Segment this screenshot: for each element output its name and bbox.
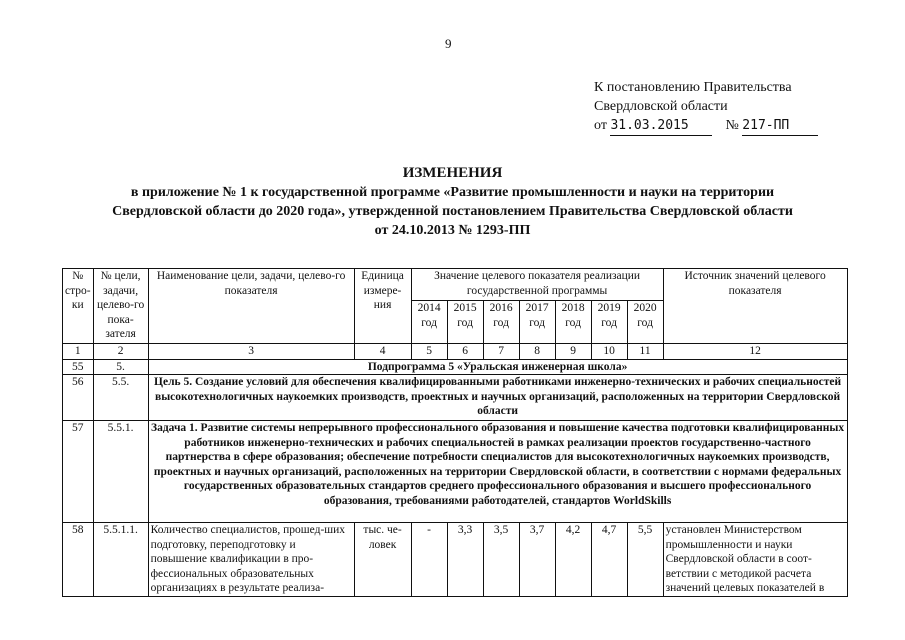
column-number: 3 bbox=[148, 344, 354, 360]
header-year: 2017 год bbox=[519, 301, 555, 344]
row-number: 57 bbox=[63, 421, 94, 523]
row-number: 55 bbox=[63, 359, 94, 375]
column-number: 10 bbox=[591, 344, 627, 360]
table-row bbox=[63, 375, 848, 421]
table-row bbox=[63, 523, 848, 597]
indicator-name: Количество специалистов, прошед-ших подготовку, переподготовку и повышение квалификации в про-фессиональных образовательных организациях в результате реализа- bbox=[148, 523, 354, 597]
indicator-value: 3,5 bbox=[483, 523, 519, 597]
header-name: Наименование цели, задачи, целево-го показателя bbox=[148, 269, 354, 344]
approval-line1: К постановлению Правительства bbox=[594, 80, 792, 95]
approval-date-line bbox=[594, 116, 818, 136]
column-number: 1 bbox=[63, 344, 94, 360]
column-number: 12 bbox=[663, 344, 847, 360]
number-field bbox=[742, 116, 818, 136]
date-field bbox=[610, 116, 712, 136]
indicator-unit: тыс. че-ловек bbox=[354, 523, 411, 597]
header-year: 2019 год bbox=[591, 301, 627, 344]
header-year: 2015 год bbox=[447, 301, 483, 344]
row-code: 5.5.1.1. bbox=[93, 523, 148, 597]
approval-block bbox=[594, 78, 818, 136]
header-values-group: Значение целевого показателя реализации государственной программы bbox=[411, 269, 663, 301]
row-code: 5. bbox=[93, 359, 148, 375]
indicator-value: - bbox=[411, 523, 447, 597]
column-number: 5 bbox=[411, 344, 447, 360]
title-line3: от 24.10.2013 № 1293-ПП bbox=[374, 223, 531, 238]
header-year: 2014 год bbox=[411, 301, 447, 344]
table-row bbox=[63, 421, 848, 523]
indicator-value: 3,7 bbox=[519, 523, 555, 597]
goal-text: Цель 5. Создание условий для обеспечения квалифицированными работниками инженерно-технических и рабочих специальностей высокотехнологичных наукоемких производств, проектных и научных организаций, расположенных на территории Свердловской области bbox=[148, 375, 847, 421]
row-number: 56 bbox=[63, 375, 94, 421]
column-number-row bbox=[63, 344, 848, 360]
column-number: 4 bbox=[354, 344, 411, 360]
approval-line2: Свердловской области bbox=[594, 99, 728, 114]
document-title bbox=[0, 163, 905, 240]
header-year: 2020 год bbox=[627, 301, 663, 344]
indicators-table bbox=[62, 268, 848, 597]
header-goal-no: № цели, задачи, целево-го пока-зателя bbox=[93, 269, 148, 344]
row-code: 5.5.1. bbox=[93, 421, 148, 523]
date-prefix: от bbox=[594, 118, 607, 133]
page-number: 9 bbox=[445, 36, 452, 51]
table-row bbox=[63, 359, 848, 375]
row-code: 5.5. bbox=[93, 375, 148, 421]
column-number: 11 bbox=[627, 344, 663, 360]
title-line1: в приложение № 1 к государственной программе «Развитие промышленности и науки на территории bbox=[130, 185, 775, 200]
header-source: Источник значений целевого показателя bbox=[663, 269, 847, 344]
indicator-value: 4,7 bbox=[591, 523, 627, 597]
indicator-value: 3,3 bbox=[447, 523, 483, 597]
indicator-source: установлен Министерством промышленности и науки Свердловской области в соот-ветствии с методикой расчета значений целевых показателей в bbox=[663, 523, 847, 597]
indicator-value: 5,5 bbox=[627, 523, 663, 597]
column-number: 9 bbox=[555, 344, 591, 360]
title-heading: ИЗМЕНЕНИЯ bbox=[402, 165, 503, 181]
subprogram-title: Подпрограмма 5 «Уральская инженерная школа» bbox=[148, 359, 847, 375]
number-prefix: № bbox=[725, 118, 739, 133]
header-row-1 bbox=[63, 269, 848, 301]
row-number: 58 bbox=[63, 523, 94, 597]
header-year: 2016 год bbox=[483, 301, 519, 344]
column-number: 2 bbox=[93, 344, 148, 360]
number-value: 217-ПП bbox=[742, 118, 790, 133]
title-line2: Свердловской области до 2020 года», утвержденной постановлением Правительства Свердловской области bbox=[112, 204, 793, 219]
header-year: 2018 год bbox=[555, 301, 591, 344]
header-unit: Единица измере-ния bbox=[354, 269, 411, 344]
column-number: 7 bbox=[483, 344, 519, 360]
task-text: Задача 1. Развитие системы непрерывного профессионального образования и повышение качества подготовки квалифицированных работников инженерно-технических и рабочих специальностей в рамках реализации проектов государственно-частного партнерства в сфере образования; обеспечение потребности специалистов для высокотехнологичных наукоемких производств, проектных и научных организаций, расположенных на территории Свердловской области, в соответствии с нормами федеральных государственных образовательных стандартов среднего профессионального образования и высшего профессионального образования, требованиями работодателей, стандартов WorldSkills bbox=[148, 421, 847, 523]
indicator-value: 4,2 bbox=[555, 523, 591, 597]
date-value: 31.03.2015 bbox=[610, 118, 689, 133]
column-number: 8 bbox=[519, 344, 555, 360]
header-row-no: № стро-ки bbox=[63, 269, 94, 344]
column-number: 6 bbox=[447, 344, 483, 360]
